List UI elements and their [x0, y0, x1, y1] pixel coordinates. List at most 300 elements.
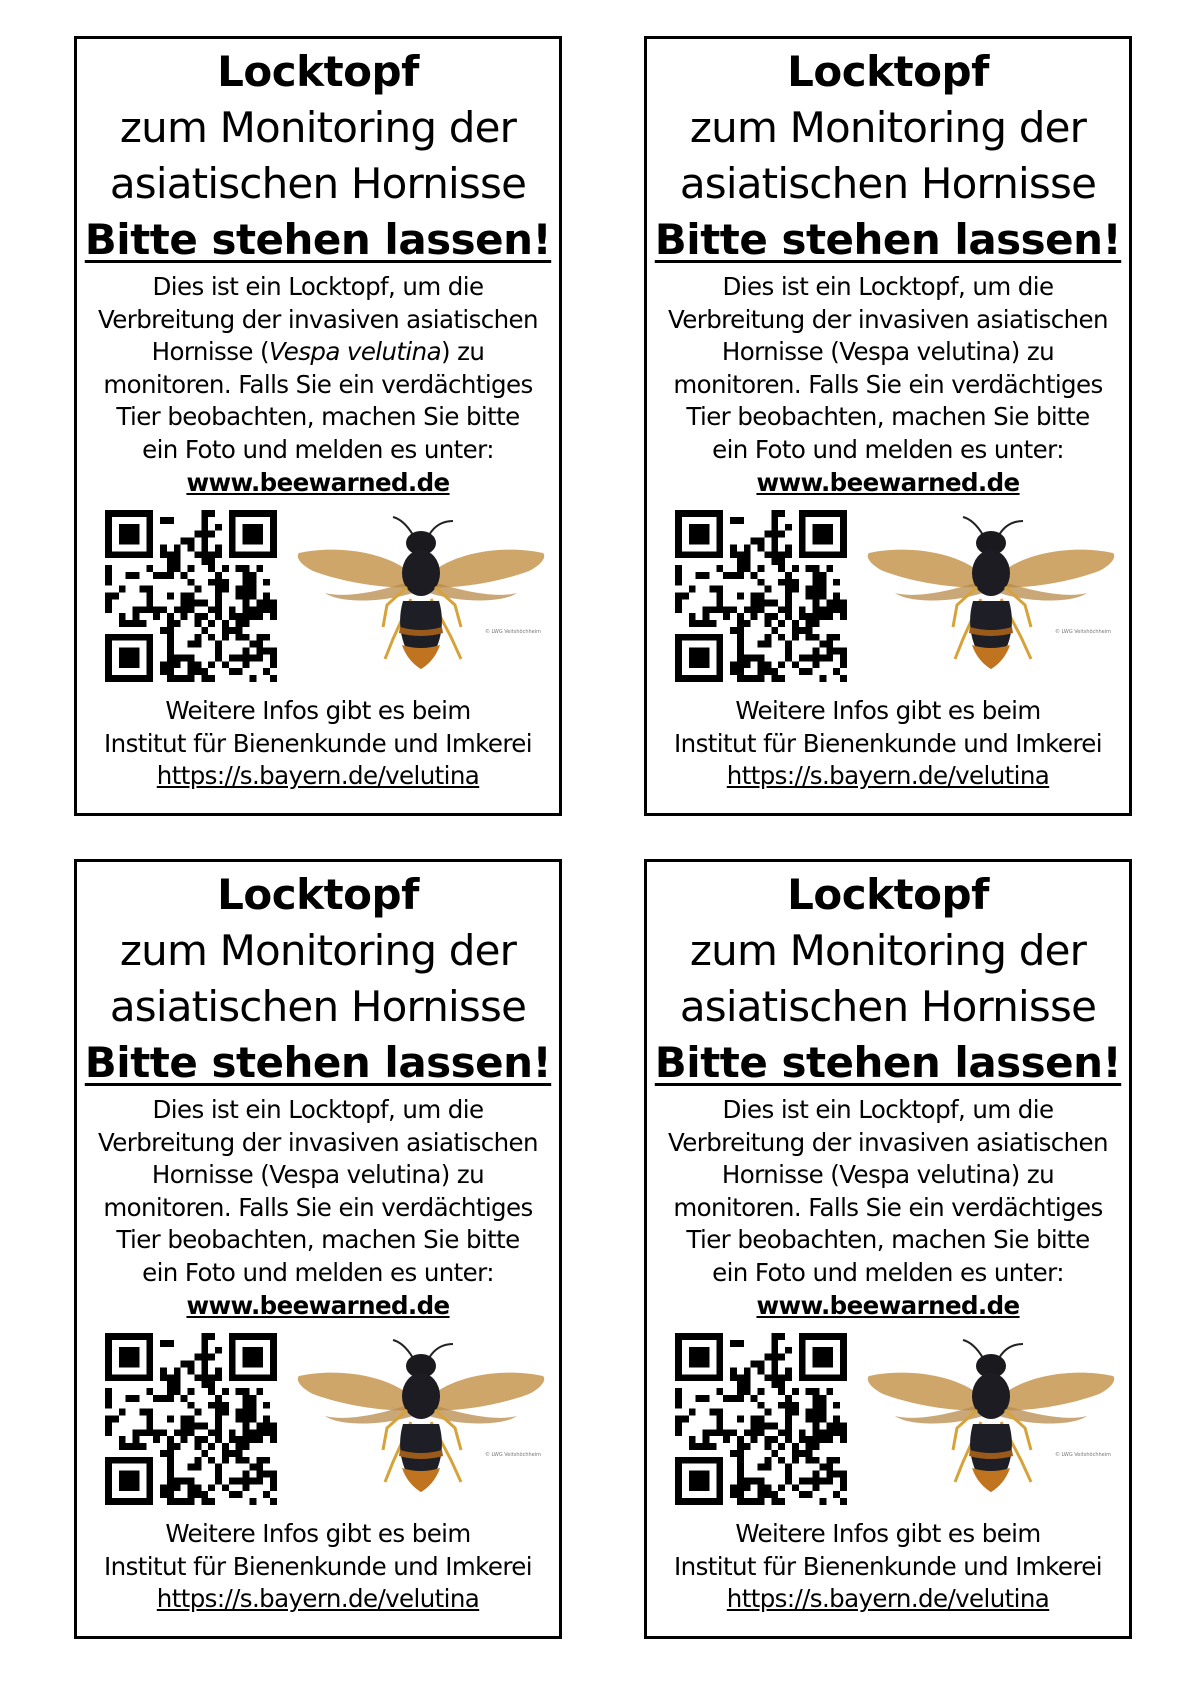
- qr-module: [689, 1374, 696, 1381]
- qr-module: [675, 1416, 682, 1423]
- qr-module: [112, 1374, 119, 1381]
- card-body: [655, 271, 1121, 499]
- qr-module: [208, 606, 215, 613]
- species-name: Vespa velutina: [839, 337, 1011, 367]
- qr-module: [194, 641, 201, 648]
- qr-module: [764, 661, 771, 668]
- qr-module: [126, 634, 133, 641]
- qr-module: [105, 1477, 112, 1484]
- qr-module: [270, 517, 277, 524]
- body-text: Hornisse (: [721, 337, 840, 367]
- qr-module: [256, 1436, 263, 1443]
- qr-module: [112, 551, 119, 558]
- qr-module: [194, 1464, 201, 1471]
- qr-module: [682, 634, 689, 641]
- qr-module: [243, 654, 250, 661]
- body-text: Hornisse (: [151, 337, 269, 367]
- qr-module: [840, 551, 847, 558]
- qr-module: [696, 1443, 703, 1450]
- qr-module: [270, 1436, 277, 1443]
- qr-module: [229, 538, 236, 545]
- qr-module: [243, 606, 250, 613]
- qr-module: [263, 1491, 270, 1498]
- qr-module: [771, 524, 778, 531]
- qr-module: [826, 1374, 833, 1381]
- qr-module: [229, 524, 236, 531]
- qr-module: [730, 1450, 737, 1457]
- qr-module: [146, 517, 153, 524]
- qr-module: [840, 517, 847, 524]
- qr-module: [181, 675, 188, 682]
- qr-module: [716, 510, 723, 517]
- qr-module: [799, 531, 806, 538]
- qr-module: [785, 579, 792, 586]
- qr-module: [215, 579, 222, 586]
- qr-module: [146, 1498, 153, 1505]
- qr-module: [256, 538, 263, 545]
- qr-module: [208, 1484, 215, 1491]
- qr-module: [167, 654, 174, 661]
- qr-module: [146, 538, 153, 545]
- qr-module: [819, 1354, 826, 1361]
- qr-module: [167, 572, 174, 579]
- qr-module: [737, 1395, 744, 1402]
- qr-module: [105, 1471, 112, 1478]
- qr-module: [119, 1347, 126, 1354]
- qr-module: [215, 1374, 222, 1381]
- qr-module: [682, 675, 689, 682]
- qr-module: [229, 1354, 236, 1361]
- qr-module: [256, 1347, 263, 1354]
- qr-module: [799, 1491, 806, 1498]
- qr-module: [751, 1477, 758, 1484]
- qr-module: [840, 1429, 847, 1436]
- qr-module: [840, 538, 847, 545]
- qr-module: [813, 1333, 820, 1340]
- qr-module: [119, 661, 126, 668]
- qr-module: [119, 1333, 126, 1340]
- body-line: ein Foto und melden es unter:: [142, 1257, 494, 1287]
- qr-module: [229, 1367, 236, 1374]
- qr-module: [256, 606, 263, 613]
- qr-module: [112, 510, 119, 517]
- report-link[interactable]: www.beewarned.de: [756, 467, 1020, 497]
- qr-module: [806, 620, 813, 627]
- qr-module: [840, 1498, 847, 1505]
- qr-module: [188, 641, 195, 648]
- qr-module: [119, 634, 126, 641]
- qr-module: [758, 544, 765, 551]
- qr-module: [133, 620, 140, 627]
- qr-module: [744, 1367, 751, 1374]
- qr-module: [256, 1457, 263, 1464]
- qr-module: [675, 654, 682, 661]
- qr-module: [716, 1361, 723, 1368]
- qr-module: [249, 675, 256, 682]
- qr-module: [270, 1354, 277, 1361]
- qr-module: [126, 538, 133, 545]
- qr-module: [243, 599, 250, 606]
- qr-module: [792, 620, 799, 627]
- qr-module: [716, 538, 723, 545]
- qr-module: [696, 620, 703, 627]
- qr-module: [139, 675, 146, 682]
- qr-module: [840, 648, 847, 655]
- qr-module: [270, 551, 277, 558]
- qr-module: [716, 668, 723, 675]
- qr-module: [174, 1484, 181, 1491]
- qr-module: [716, 1409, 723, 1416]
- qr-module: [146, 1388, 153, 1395]
- qr-module: [112, 675, 119, 682]
- report-link[interactable]: www.beewarned.de: [186, 1290, 450, 1320]
- qr-module: [105, 1429, 112, 1436]
- qr-module: [764, 1354, 771, 1361]
- qr-module: [174, 606, 181, 613]
- flyer-card: [74, 859, 562, 1639]
- qr-module: [222, 586, 229, 593]
- qr-module: [778, 1354, 785, 1361]
- qr-module: [105, 538, 112, 545]
- qr-module: [133, 1361, 140, 1368]
- qr-module: [799, 1374, 806, 1381]
- qr-module: [785, 1367, 792, 1374]
- qr-module: [256, 1471, 263, 1478]
- qr-module: [806, 1457, 813, 1464]
- qr-module: [840, 1354, 847, 1361]
- qr-module: [105, 531, 112, 538]
- qr-module: [778, 661, 785, 668]
- qr-module: [675, 1333, 682, 1340]
- qr-module: [229, 1361, 236, 1368]
- qr-module: [840, 1436, 847, 1443]
- qr-module: [799, 627, 806, 634]
- qr-module: [249, 1429, 256, 1436]
- qr-module: [806, 593, 813, 600]
- qr-module: [758, 1422, 765, 1429]
- qr-module: [703, 648, 710, 655]
- body-line: Verbreitung der invasiven asiatischen: [668, 1127, 1108, 1157]
- qr-module: [709, 606, 716, 613]
- qr-module: [222, 661, 229, 668]
- qr-module: [758, 1388, 765, 1395]
- qr-module: [813, 1395, 820, 1402]
- qr-module: [256, 531, 263, 538]
- qr-module: [716, 1429, 723, 1436]
- qr-module: [167, 1457, 174, 1464]
- qr-module: [201, 1422, 208, 1429]
- qr-module: [105, 654, 112, 661]
- qr-module: [160, 1395, 167, 1402]
- qr-module: [730, 1374, 737, 1381]
- qr-module: [263, 648, 270, 655]
- qr-module: [819, 1395, 826, 1402]
- qr-module: [758, 1464, 765, 1471]
- card-subtitle-2: asiatischen Hornisse: [679, 982, 1097, 1031]
- qr-module: [167, 1471, 174, 1478]
- qr-module: [730, 661, 737, 668]
- qr-module: [119, 675, 126, 682]
- qr-module: [682, 1457, 689, 1464]
- qr-module: [833, 634, 840, 641]
- qr-module: [723, 606, 730, 613]
- qr-module: [764, 1443, 771, 1450]
- qr-module: [785, 654, 792, 661]
- qr-module: [146, 1354, 153, 1361]
- qr-module: [833, 1374, 840, 1381]
- qr-module: [675, 579, 682, 586]
- qr-module: [826, 606, 833, 613]
- qr-module: [194, 620, 201, 627]
- qr-module: [263, 1402, 270, 1409]
- qr-module: [133, 524, 140, 531]
- qr-module: [263, 551, 270, 558]
- qr-module: [703, 1347, 710, 1354]
- qr-module: [208, 558, 215, 565]
- qr-module: [133, 1333, 140, 1340]
- qr-module: [799, 1354, 806, 1361]
- qr-module: [737, 565, 744, 572]
- qr-module: [208, 634, 215, 641]
- qr-module: [133, 675, 140, 682]
- qr-module: [263, 1422, 270, 1429]
- qr-module: [799, 1436, 806, 1443]
- qr-module: [792, 1409, 799, 1416]
- qr-module: [799, 524, 806, 531]
- qr-module: [243, 572, 250, 579]
- qr-module: [716, 593, 723, 600]
- qr-module: [689, 1484, 696, 1491]
- qr-module: [270, 675, 277, 682]
- qr-module: [840, 599, 847, 606]
- qr-module: [675, 1402, 682, 1409]
- info-url-link[interactable]: https://s.bayern.de/velutina: [726, 1584, 1050, 1614]
- qr-module: [208, 1333, 215, 1340]
- qr-module: [771, 1436, 778, 1443]
- qr-module: [181, 1395, 188, 1402]
- info-url-link[interactable]: https://s.bayern.de/velutina: [726, 761, 1050, 791]
- qr-code-icon: [105, 1333, 277, 1505]
- qr-module: [764, 641, 771, 648]
- qr-module: [105, 1484, 112, 1491]
- qr-module: [249, 1402, 256, 1409]
- body-text: Hornisse (: [151, 1160, 270, 1190]
- qr-module: [105, 1498, 112, 1505]
- qr-module: [188, 1491, 195, 1498]
- qr-module: [270, 1361, 277, 1368]
- info-url-link[interactable]: https://s.bayern.de/velutina: [156, 761, 480, 791]
- qr-module: [675, 1484, 682, 1491]
- qr-module: [764, 1457, 771, 1464]
- qr-module: [222, 1450, 229, 1457]
- qr-module: [744, 1374, 751, 1381]
- qr-module: [703, 1436, 710, 1443]
- qr-module: [229, 606, 236, 613]
- qr-module: [208, 1443, 215, 1450]
- qr-module: [682, 1374, 689, 1381]
- qr-module: [751, 593, 758, 600]
- qr-module: [819, 1347, 826, 1354]
- qr-module: [771, 1422, 778, 1429]
- qr-module: [840, 654, 847, 661]
- qr-module: [119, 1361, 126, 1368]
- qr-module: [778, 1388, 785, 1395]
- qr-module: [675, 1491, 682, 1498]
- qr-module: [813, 1409, 820, 1416]
- qr-module: [188, 1429, 195, 1436]
- qr-module: [703, 1374, 710, 1381]
- qr-module: [785, 1429, 792, 1436]
- qr-module: [730, 1395, 737, 1402]
- qr-module: [716, 1333, 723, 1340]
- qr-module: [675, 606, 682, 613]
- qr-module: [689, 1477, 696, 1484]
- qr-module: [771, 1347, 778, 1354]
- report-link[interactable]: www.beewarned.de: [756, 1290, 1020, 1320]
- qr-module: [758, 641, 765, 648]
- body-line: [85, 336, 551, 369]
- qr-module: [696, 1457, 703, 1464]
- qr-module: [243, 634, 250, 641]
- qr-module: [689, 661, 696, 668]
- qr-module: [208, 1457, 215, 1464]
- body-line: monitoren. Falls Sie ein verdächtiges: [673, 1192, 1103, 1222]
- qr-module: [764, 1484, 771, 1491]
- body-line: [85, 1159, 551, 1192]
- qr-module: [778, 510, 785, 517]
- qr-module: [188, 654, 195, 661]
- qr-module: [146, 1491, 153, 1498]
- qr-module: [771, 613, 778, 620]
- qr-module: [105, 1340, 112, 1347]
- body-text: ) zu: [440, 1160, 485, 1190]
- qr-module: [813, 586, 820, 593]
- qr-module: [819, 1416, 826, 1423]
- qr-module: [222, 634, 229, 641]
- qr-module: [730, 1484, 737, 1491]
- qr-module: [188, 1477, 195, 1484]
- qr-module: [181, 572, 188, 579]
- qr-module: [840, 613, 847, 620]
- qr-module: [243, 565, 250, 572]
- qr-module: [813, 1374, 820, 1381]
- qr-module: [751, 1429, 758, 1436]
- qr-module: [778, 1333, 785, 1340]
- qr-module: [146, 551, 153, 558]
- qr-module: [270, 1374, 277, 1381]
- qr-module: [215, 1367, 222, 1374]
- qr-module: [819, 510, 826, 517]
- qr-module: [119, 1498, 126, 1505]
- qr-module: [806, 1436, 813, 1443]
- qr-module: [792, 634, 799, 641]
- qr-module: [126, 1354, 133, 1361]
- qr-module: [174, 654, 181, 661]
- qr-module: [806, 1333, 813, 1340]
- qr-module: [833, 1491, 840, 1498]
- report-link[interactable]: www.beewarned.de: [186, 467, 450, 497]
- qr-module: [758, 606, 765, 613]
- qr-module: [792, 1443, 799, 1450]
- qr-module: [270, 1429, 277, 1436]
- qr-module: [194, 661, 201, 668]
- qr-module: [689, 524, 696, 531]
- qr-module: [201, 1333, 208, 1340]
- qr-module: [270, 606, 277, 613]
- qr-module: [174, 1498, 181, 1505]
- qr-module: [249, 606, 256, 613]
- qr-module: [840, 1471, 847, 1478]
- qr-module: [689, 538, 696, 545]
- qr-module: [840, 1347, 847, 1354]
- qr-module: [249, 641, 256, 648]
- info-url-link[interactable]: https://s.bayern.de/velutina: [156, 1584, 480, 1614]
- card-warning: Bitte stehen lassen!: [654, 1038, 1122, 1087]
- qr-module: [105, 648, 112, 655]
- qr-module: [167, 1395, 174, 1402]
- qr-module: [249, 1498, 256, 1505]
- qr-module: [119, 524, 126, 531]
- qr-module: [146, 675, 153, 682]
- qr-module: [243, 1484, 250, 1491]
- qr-module: [785, 1422, 792, 1429]
- qr-module: [270, 1340, 277, 1347]
- hornet-photo: [295, 509, 547, 685]
- qr-module: [256, 565, 263, 572]
- body-line: monitoren. Falls Sie ein verdächtiges: [103, 1192, 533, 1222]
- qr-module: [236, 1333, 243, 1340]
- qr-module: [236, 1416, 243, 1423]
- qr-module: [771, 599, 778, 606]
- qr-module: [222, 1388, 229, 1395]
- body-line: monitoren. Falls Sie ein verdächtiges: [673, 369, 1103, 399]
- qr-module: [167, 551, 174, 558]
- qr-module: [133, 531, 140, 538]
- photo-credit: © LWG Veitshöchheim: [484, 1452, 541, 1458]
- qr-module: [256, 1361, 263, 1368]
- qr-module: [737, 1388, 744, 1395]
- qr-module: [689, 1443, 696, 1450]
- qr-module: [105, 1416, 112, 1423]
- qr-module: [771, 1340, 778, 1347]
- qr-module: [792, 586, 799, 593]
- qr-module: [208, 531, 215, 538]
- qr-module: [751, 606, 758, 613]
- qr-module: [723, 1395, 730, 1402]
- qr-module: [249, 1354, 256, 1361]
- qr-module: [229, 1436, 236, 1443]
- qr-module: [146, 606, 153, 613]
- qr-module: [751, 572, 758, 579]
- qr-module: [208, 1374, 215, 1381]
- qr-module: [709, 1409, 716, 1416]
- qr-module: [167, 1340, 174, 1347]
- qr-module: [826, 1477, 833, 1484]
- qr-module: [716, 675, 723, 682]
- qr-module: [716, 586, 723, 593]
- photo-credit: © LWG Veitshöchheim: [1054, 629, 1111, 635]
- qr-module: [256, 1464, 263, 1471]
- qr-module: [208, 661, 215, 668]
- qr-module: [703, 1333, 710, 1340]
- qr-module: [792, 565, 799, 572]
- qr-module: [758, 1367, 765, 1374]
- qr-module: [730, 544, 737, 551]
- qr-module: [105, 606, 112, 613]
- qr-module: [730, 1491, 737, 1498]
- qr-module: [771, 1354, 778, 1361]
- body-line: [655, 467, 1121, 500]
